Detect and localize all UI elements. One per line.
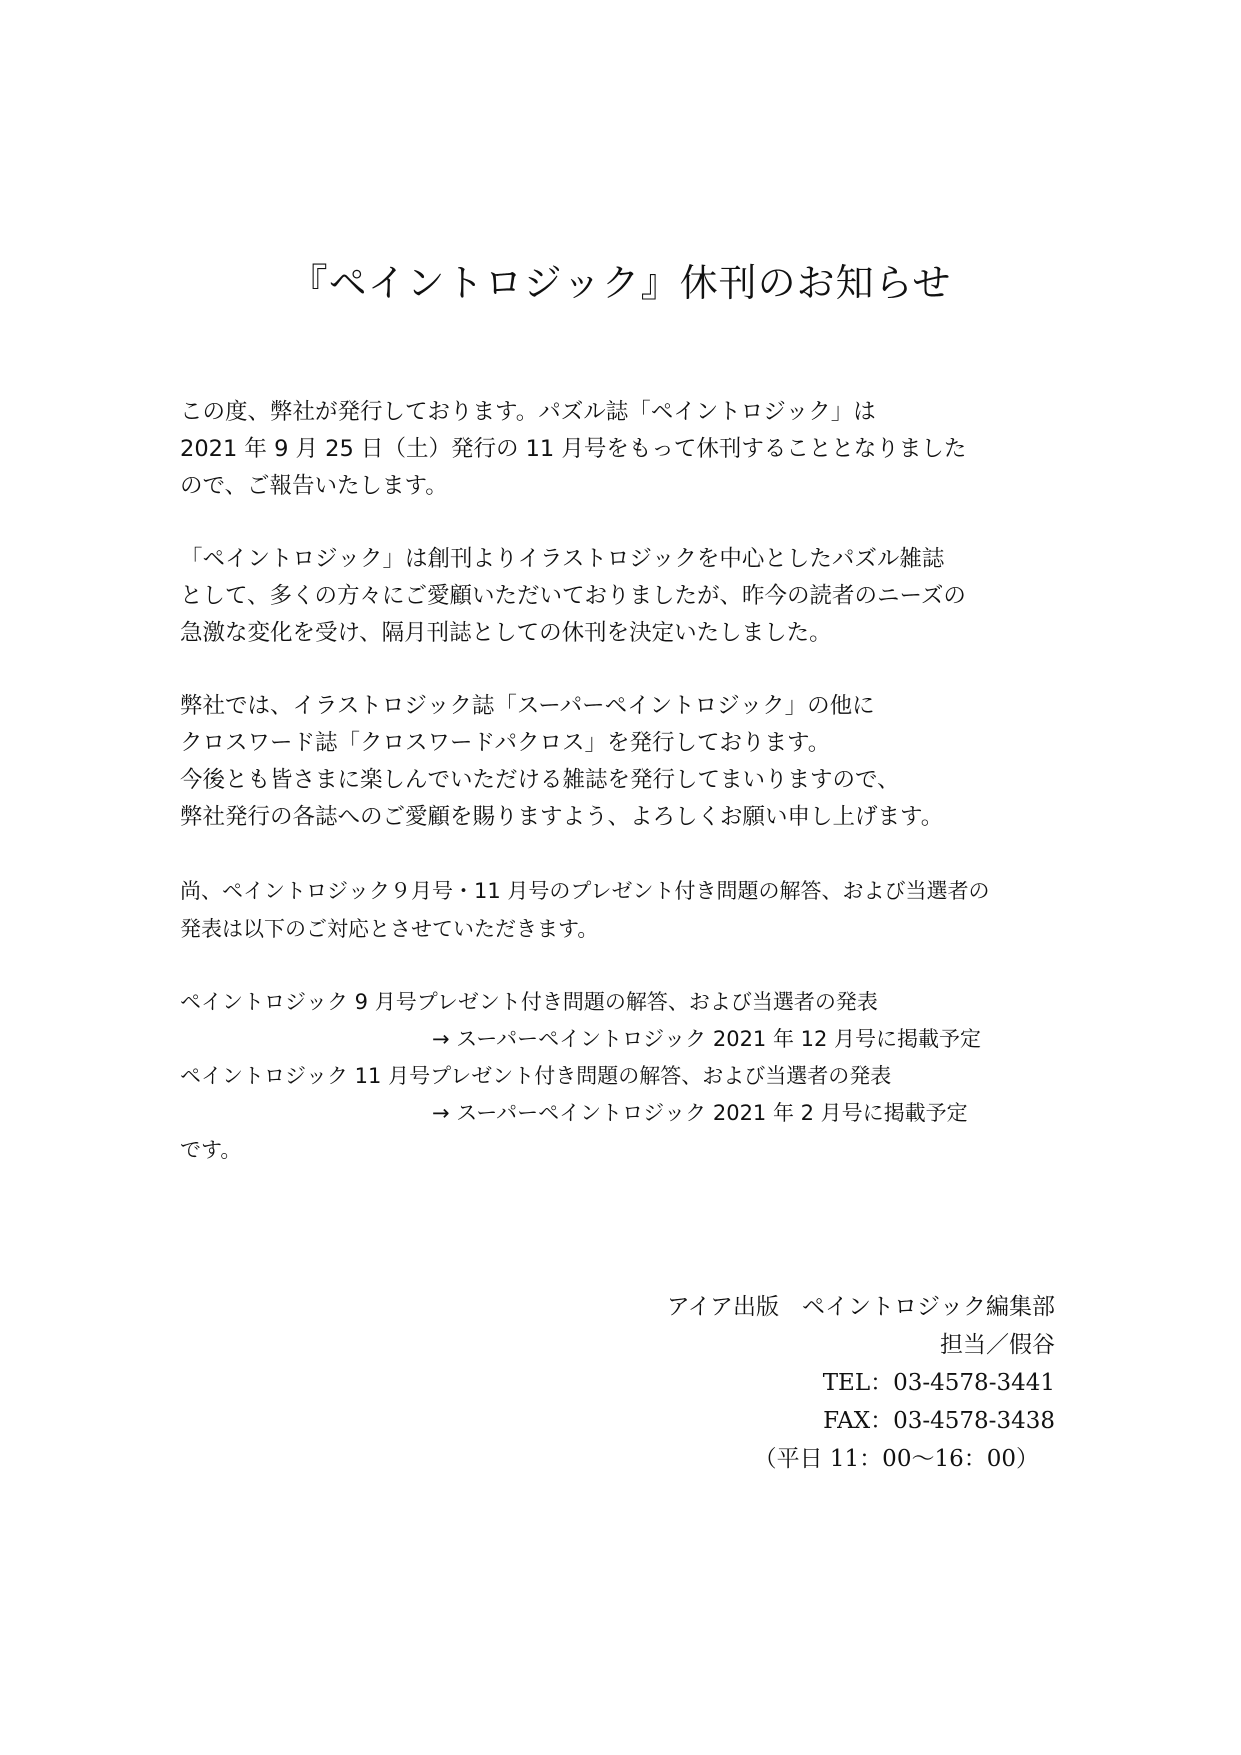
text-line: 尚、ペイントロジック９月号・11 月号のプレゼント付き問題の解答、および当選者の (180, 879, 990, 903)
schedule-item: ペイントロジック 11 月号プレゼント付き問題の解答、および当選者の発表 (180, 1064, 892, 1088)
paragraph-announcement (180, 394, 1080, 505)
text-line: 今後とも皆さまに楽しんでいただける雑誌を発行してまいりますので、 (180, 767, 900, 793)
signature-contact: 担当／假谷 (940, 1332, 1055, 1358)
text-line: 弊社発行の各誌へのご愛顧を賜りますよう、よろしくお願い申し上げます。 (180, 804, 944, 830)
signature-fax: FAX：03-4578-3438 (823, 1408, 1055, 1434)
text-line: この度、弊社が発行しております。パズル誌「ペイントロジック」は (180, 399, 876, 425)
document-title: 『ペイントロジック』休刊のお知らせ (289, 261, 952, 305)
signature-hours: （平日 11：00～16：00） (753, 1446, 1039, 1472)
text-line: クロスワード誌「クロスワードパクロス」を発行しております。 (180, 730, 831, 756)
prize-schedule (180, 984, 1080, 1169)
signature-tel: TEL：03-4578-3441 (822, 1370, 1055, 1396)
paragraph-prize-notice (180, 872, 1080, 948)
signature-org: アイア出版 ペイントロジック編集部 (666, 1294, 1055, 1320)
schedule-item: ペイントロジック 9 月号プレゼント付き問題の解答、および当選者の発表 (180, 990, 878, 1014)
document-body (180, 394, 1080, 1169)
schedule-target: → スーパーペイントロジック 2021 年 2 月号に掲載予定 (432, 1101, 968, 1125)
schedule-closing: です。 (180, 1138, 242, 1162)
text-line: として、多くの方々にご愛顧いただいておりましたが、昨今の読者のニーズの (180, 583, 966, 609)
text-line: ので、ご報告いたします。 (180, 473, 448, 499)
text-line: 急激な変化を受け、隔月刊誌としての休刊を決定いたしました。 (180, 620, 832, 646)
schedule-target: → スーパーペイントロジック 2021 年 12 月号に掲載予定 (432, 1027, 982, 1051)
signature-block (495, 1288, 1055, 1478)
text-line: 弊社では、イラストロジック誌「スーパーペイントロジック」の他に (180, 693, 875, 719)
paragraph-other-magazines (180, 688, 1080, 836)
paragraph-reason (180, 541, 1080, 652)
text-line: 発表は以下のご対応とさせていただきます。 (180, 917, 599, 941)
text-line: 「ペイントロジック」は創刊よりイラストロジックを中心としたパズル雑誌 (180, 546, 945, 572)
text-line: 2021 年 9 月 25 日（土）発行の 11 月号をもって休刊することとなりました (180, 436, 967, 462)
